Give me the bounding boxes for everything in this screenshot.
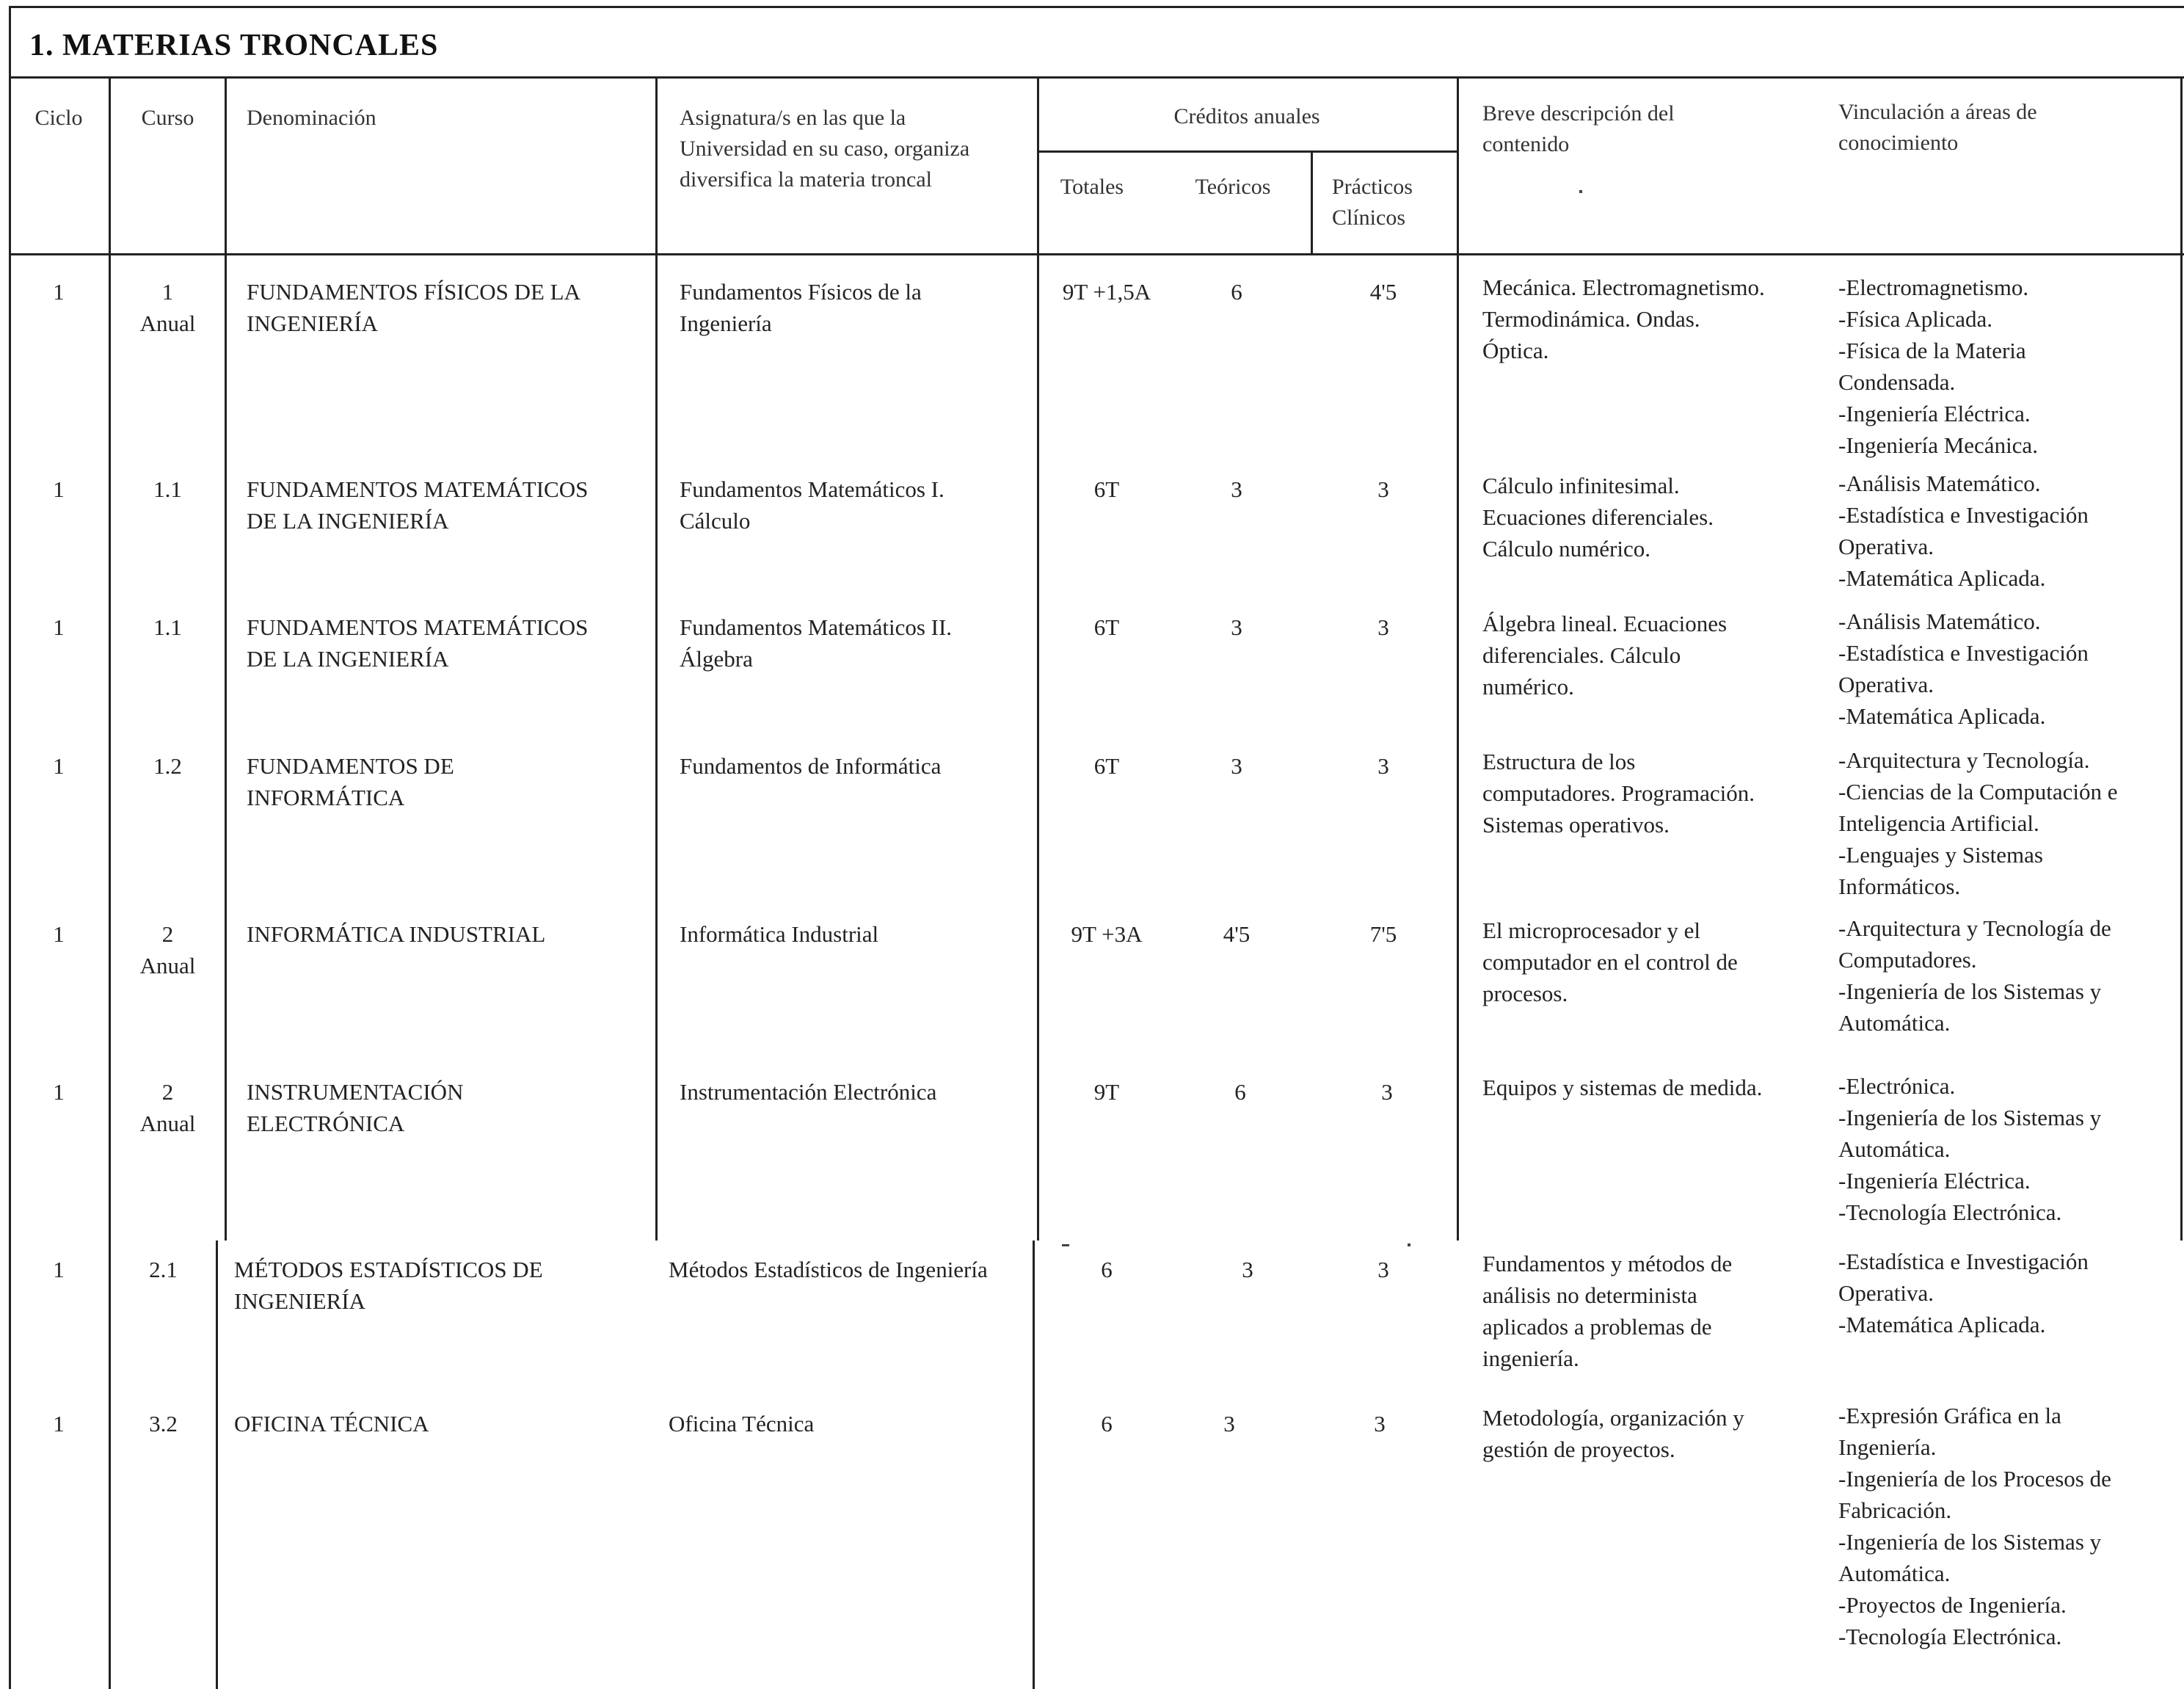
cell-totales: 6T <box>1093 753 1120 779</box>
cell-curso: 1.1 <box>153 614 182 640</box>
header-totales: Totales <box>1060 175 1124 199</box>
cell-descripcion: Equipos y sistemas de medida. <box>1482 1075 1763 1100</box>
cell-denominacion: FUNDAMENTOS FÍSICOS DE LA INGENIERÍA <box>247 279 581 336</box>
cell-teoricos: 6 <box>1234 1079 1246 1105</box>
header-teoricos: Teóricos <box>1195 175 1271 199</box>
cell-descripcion: Cálculo infinitesimal. Ecuaciones diferenciales. Cálculo numérico. <box>1482 473 1714 562</box>
col-divider-asignatura-lower <box>1033 1241 1035 1689</box>
cell-curso: 1 Anual <box>139 279 196 336</box>
cell-descripcion: Fundamentos y métodos de análisis no determinista aplicados a problemas de ingeniería. <box>1482 1251 1733 1371</box>
cell-descripcion: El microprocesador y el computador en el control de procesos. <box>1482 918 1738 1006</box>
scan-speck <box>1579 190 1582 193</box>
cell-practicos: 3 <box>1377 476 1389 502</box>
cell-ciclo: 1 <box>53 1257 65 1282</box>
cell-descripcion: Mecánica. Electromagnetismo. Termodinámica. Ondas. Óptica. <box>1482 275 1765 363</box>
cell-totales: 6T <box>1093 614 1120 640</box>
header-vinculacion: Vinculación a áreas de conocimiento <box>1838 100 2037 155</box>
cell-totales: 9T +1,5A <box>1062 279 1151 305</box>
cell-ciclo: 1 <box>53 476 65 502</box>
cell-denominacion: INFORMÁTICA INDUSTRIAL <box>247 921 546 947</box>
cell-asignatura: Fundamentos Matemáticos I. Cálculo <box>680 476 944 534</box>
cell-curso: 1.2 <box>153 753 182 779</box>
cell-descripcion: Estructura de los computadores. Programación. Sistemas operativos. <box>1482 749 1755 838</box>
cell-teoricos: 6 <box>1231 279 1242 305</box>
cell-practicos: 3 <box>1377 614 1389 640</box>
col-divider-denominacion <box>655 76 658 1241</box>
cell-descripcion: Metodología, organización y gestión de proyectos. <box>1482 1405 1744 1462</box>
header-divider <box>9 253 2184 255</box>
col-divider-asignatura <box>1037 76 1039 1241</box>
cell-asignatura: Fundamentos de Informática <box>680 753 942 779</box>
header-ciclo: Ciclo <box>34 106 83 130</box>
cell-vinculacion: -Electromagnetismo. -Física Aplicada. -Física de la Materia Condensada. -Ingeniería Eléctrica. -Ingeniería Mecánica. <box>1838 275 2038 458</box>
section-title: 1. MATERIAS TRONCALES <box>29 29 439 62</box>
cell-asignatura: Instrumentación Electrónica <box>680 1079 937 1105</box>
creditos-subheader-rule <box>1037 150 1457 153</box>
cell-ciclo: 1 <box>53 1411 65 1436</box>
cell-denominacion: MÉTODOS ESTADÍSTICOS DE INGENIERÍA <box>234 1257 543 1314</box>
cell-practicos: 3 <box>1377 1257 1389 1282</box>
header-asignaturas: Asignatura/s en las que la Universidad en su caso, organiza diversifica la materia troncal <box>680 106 970 192</box>
cell-vinculacion: -Análisis Matemático. -Estadística e Investigación Operativa. -Matemática Aplicada. <box>1838 609 2089 729</box>
cell-totales: 6 <box>1101 1411 1113 1436</box>
cell-curso: 2 Anual <box>139 921 196 978</box>
cell-vinculacion: -Expresión Gráfica en la Ingeniería. -Ingeniería de los Procesos de Fabricación. -Ingeniería de los Sistemas y Automática. -Proyectos de Ingeniería. -Tecnología Electrónica. <box>1838 1403 2111 1649</box>
cell-teoricos: 3 <box>1223 1411 1235 1436</box>
cell-teoricos: 3 <box>1231 753 1242 779</box>
cell-practicos: 3 <box>1374 1411 1386 1436</box>
cell-denominacion: FUNDAMENTOS MATEMÁTICOS DE LA INGENIERÍA <box>247 614 589 672</box>
cell-practicos: 3 <box>1377 753 1389 779</box>
cell-ciclo: 1 <box>53 614 65 640</box>
header-curso: Curso <box>141 106 194 130</box>
cell-vinculacion: -Análisis Matemático. -Estadística e Investigación Operativa. -Matemática Aplicada. <box>1838 471 2089 591</box>
col-divider-creditos <box>1457 76 1459 1241</box>
cell-denominacion: INSTRUMENTACIÓN ELECTRÓNICA <box>247 1079 464 1136</box>
cell-ciclo: 1 <box>53 279 65 305</box>
col-divider-ciclo-lower <box>109 1241 111 1689</box>
header-descripcion: Breve descripción del contenido <box>1482 101 1675 156</box>
scan-speck <box>1408 1243 1410 1246</box>
cell-practicos: 7'5 <box>1369 921 1397 947</box>
cell-ciclo: 1 <box>53 753 65 779</box>
cell-denominacion: OFICINA TÉCNICA <box>234 1411 429 1436</box>
cell-practicos: 4'5 <box>1369 279 1397 305</box>
cell-asignatura: Fundamentos Matemáticos II. Álgebra <box>680 614 953 672</box>
cell-totales: 6T <box>1093 476 1120 502</box>
cell-curso: 1.1 <box>153 476 182 502</box>
cell-totales: 9T +3A <box>1071 921 1143 947</box>
cell-vinculacion: -Arquitectura y Tecnología de Computadores. -Ingeniería de los Sistemas y Automática. <box>1838 915 2111 1036</box>
title-divider <box>9 76 2184 79</box>
cell-teoricos: 4'5 <box>1223 921 1251 947</box>
cell-asignatura: Fundamentos Físicos de la Ingeniería <box>680 279 922 336</box>
col-divider-teoricos <box>1311 150 1313 253</box>
cell-teoricos: 3 <box>1231 614 1242 640</box>
cell-curso: 3.2 <box>149 1411 178 1436</box>
cell-ciclo: 1 <box>53 921 65 947</box>
cell-denominacion: FUNDAMENTOS DE INFORMÁTICA <box>247 753 454 810</box>
col-divider-curso <box>225 76 227 1241</box>
cell-asignatura: Oficina Técnica <box>669 1411 815 1436</box>
cell-practicos: 3 <box>1381 1079 1393 1105</box>
cell-teoricos: 3 <box>1242 1257 1253 1282</box>
cell-teoricos: 3 <box>1231 476 1242 502</box>
col-divider-curso-lower <box>216 1241 218 1689</box>
cell-denominacion: FUNDAMENTOS MATEMÁTICOS DE LA INGENIERÍA <box>247 476 589 534</box>
cell-vinculacion: -Arquitectura y Tecnología. -Ciencias de la Computación e Inteligencia Artificial. -Lenguajes y Sistemas Informáticos. <box>1838 747 2118 899</box>
cell-descripcion: Álgebra lineal. Ecuaciones diferenciales. Cálculo numérico. <box>1482 611 1728 700</box>
cell-asignatura: Métodos Estadísticos de Ingeniería <box>669 1257 988 1282</box>
cell-asignatura: Informática Industrial <box>680 921 879 947</box>
cell-ciclo: 1 <box>53 1079 65 1105</box>
cell-curso: 2 Anual <box>139 1079 196 1136</box>
cell-vinculacion: -Electrónica. -Ingeniería de los Sistemas y Automática. -Ingeniería Eléctrica. -Tecnología Electrónica. <box>1838 1073 2102 1225</box>
col-divider-ciclo <box>109 76 111 1241</box>
cell-curso: 2.1 <box>149 1257 178 1282</box>
header-denominacion: Denominación <box>247 106 376 130</box>
header-creditos-anuales: Créditos anuales <box>1173 104 1320 128</box>
cell-totales: 6 <box>1101 1257 1113 1282</box>
right-border <box>2180 76 2183 1241</box>
cell-totales: 9T <box>1093 1079 1120 1105</box>
scan-speck <box>1062 1244 1069 1246</box>
cell-vinculacion: -Estadística e Investigación Operativa. -Matemática Aplicada. <box>1838 1249 2089 1337</box>
header-practicos-clinicos: Prácticos Clínicos <box>1332 175 1413 230</box>
